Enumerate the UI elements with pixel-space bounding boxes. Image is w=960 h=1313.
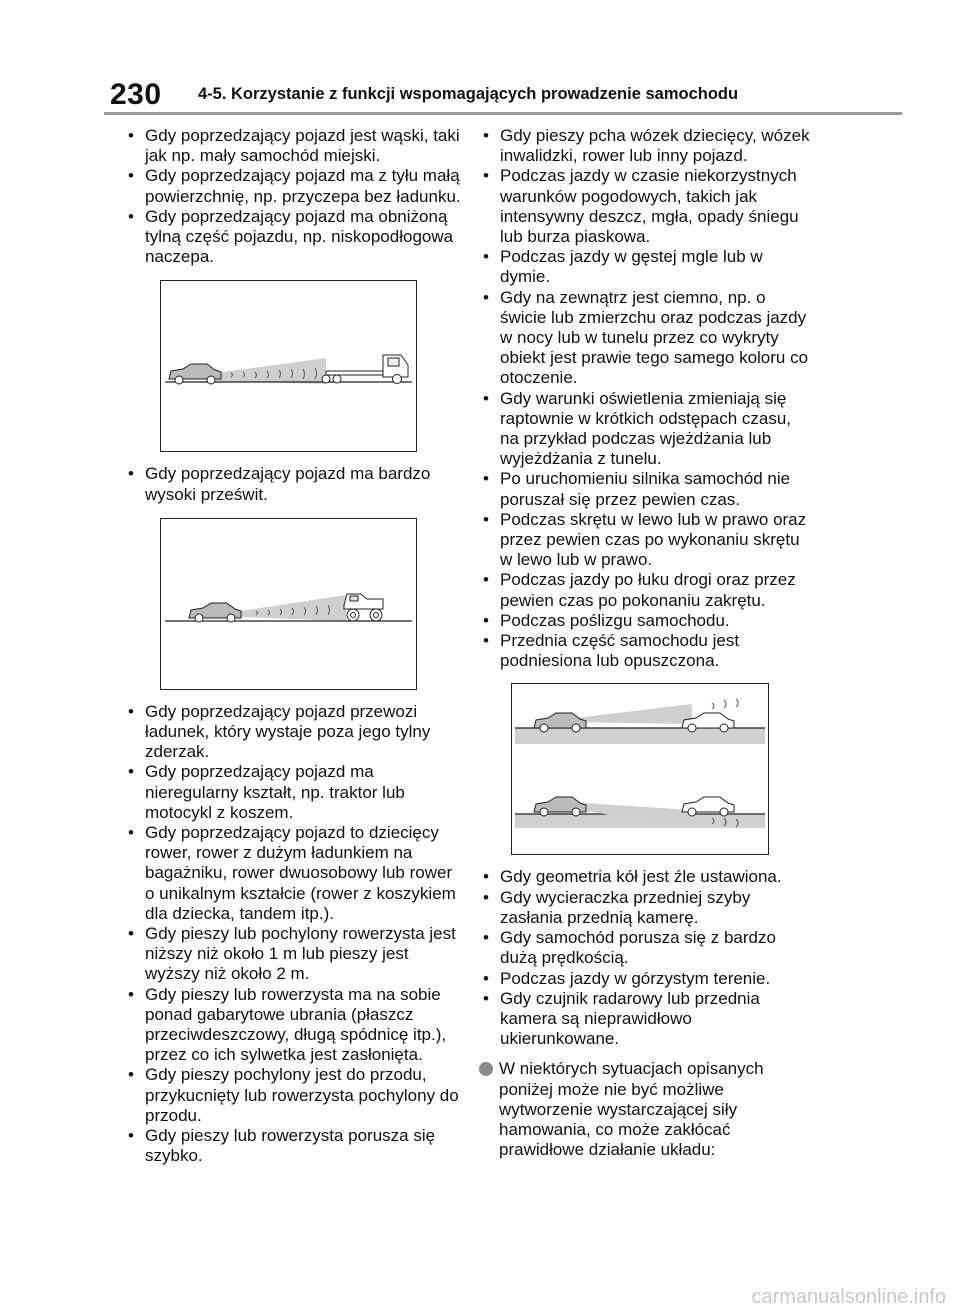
list-item: • Podczas jazdy w czasie niekorzystnych warunków pogodowych, takich jak intensywny deszcz, mgła, opady śniegu lub burza piaskowa. [481, 166, 811, 247]
left-list-b [126, 464, 466, 504]
list-item: • Gdy pieszy lub rowerzysta ma na sobie ponad gabarytowe ubrania (płaszcz przeciwdeszczowy, długą spódnicę itp.), przez co ich sylwetka jest zasłonięta. [126, 985, 466, 1066]
figure-high-clearance [160, 518, 417, 690]
page-number: 230 [110, 78, 162, 111]
list-item: • Gdy poprzedzający pojazd ma nieregularny kształt, np. traktor lub motocykl z koszem. [126, 762, 466, 823]
list-item: • Gdy warunki oświetlenia zmieniają się raptownie w krótkich odstępach czasu, na przykład podczas wjeżdżania lub wyjeżdżania z tunelu. [481, 389, 811, 470]
list-item: • Gdy pieszy lub rowerzysta porusza się szybko. [126, 1126, 466, 1166]
list-item: • Gdy pieszy pcha wózek dziecięcy, wózek inwalidzki, rower lub inny pojazd. [481, 126, 811, 166]
list-item: • Gdy poprzedzający pojazd jest wąski, taki jak np. mały samochód miejski. [126, 126, 466, 166]
list-item: • Gdy czujnik radarowy lub przednia kamera są nieprawidłowo ukierunkowane. [481, 989, 811, 1050]
list-item: • Gdy poprzedzający pojazd ma obniżoną tylną część pojazdu, np. niskopodłogowa naczepa. [126, 207, 466, 268]
left-list-a [126, 126, 466, 267]
list-item: • Przednia część samochodu jest podniesiona lub opuszczona. [481, 631, 811, 671]
list-item: • Po uruchomieniu silnika samochód nie poruszał się przez pewien czas. [481, 469, 811, 509]
list-item: • Podczas skrętu w lewo lub w prawo oraz przez pewien czas po wykonaniu skrętu w lewo lub w prawo. [481, 510, 811, 571]
list-item: • Podczas jazdy po łuku drogi oraz przez pewien czas po pokonaniu zakrętu. [481, 570, 811, 610]
list-item: • Podczas jazdy w górzystym terenie. [481, 969, 811, 989]
header-rule [104, 112, 902, 115]
list-item: • Gdy na zewnątrz jest ciemno, np. o świcie lub zmierzchu oraz podczas jazdy w nocy lub w tunelu przez co wykryty obiekt jest prawie tego samego koloru co otoczenie. [481, 288, 811, 389]
list-item: • Gdy pieszy pochylony jest do przodu, przykucnięty lub rowerzysta pochylony do przodu. [126, 1065, 466, 1126]
list-item: • Podczas jazdy w gęstej mgle lub w dymie. [481, 247, 811, 287]
right-list-a [481, 126, 811, 671]
figure-low-trailer [160, 280, 417, 452]
list-item: • Gdy wycieraczka przedniej szyby zasłania przednią kamerę. [481, 888, 811, 928]
list-item: • Gdy poprzedzający pojazd to dziecięcy rower, rower z dużym ładunkiem na bagażniku, rower dwuosobowy lub rower o unikalnym kształcie (rower z koszykiem dla dziecka, tandem itp.). [126, 823, 466, 924]
list-item: • Gdy poprzedzający pojazd ma bardzo wysoki prześwit. [126, 464, 466, 504]
list-item: • Gdy geometria kół jest źle ustawiona. [481, 867, 811, 887]
right-list-b [481, 867, 811, 1049]
left-column [126, 126, 466, 1167]
list-item: • Gdy pieszy lub pochylony rowerzysta jest niższy niż około 1 m lub pieszy jest wyższy niż około 2 m. [126, 924, 466, 985]
note-bullet-icon [479, 1062, 493, 1076]
figure-vehicle-pitch [511, 683, 769, 855]
list-item: • Podczas poślizgu samochodu. [481, 611, 811, 631]
note-text: W niektórych sytuacjach opisanych poniżej może nie być możliwe wytworzenie wystarczającej siły hamowania, co może zakłócać prawidłowe działanie układu: [499, 1059, 764, 1160]
info-note [481, 1059, 811, 1160]
right-column [481, 126, 811, 1160]
left-list-c [126, 702, 466, 1167]
list-item: • Gdy samochód porusza się z bardzo dużą prędkością. [481, 928, 811, 968]
watermark: carmanualsonline.info [751, 1286, 946, 1308]
list-item: • Gdy poprzedzający pojazd przewozi ładunek, który wystaje poza jego tylny zderzak. [126, 702, 466, 763]
list-item: • Gdy poprzedzający pojazd ma z tyłu małą powierzchnię, np. przyczepa bez ładunku. [126, 166, 466, 206]
section-title: 4-5. Korzystanie z funkcji wspomagających prowadzenie samochodu [198, 85, 739, 103]
